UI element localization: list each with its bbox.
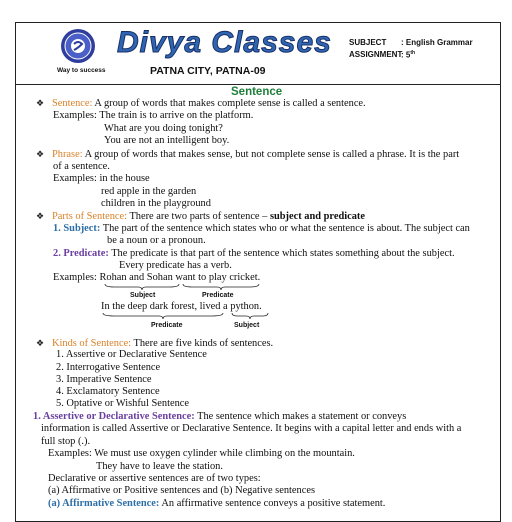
subject-brace-2-icon bbox=[231, 312, 269, 320]
brand-address: PATNA CITY, PATNA-09 bbox=[150, 65, 266, 77]
predicate-label: Predicate bbox=[202, 292, 234, 299]
affirmative-definition: (a) Affirmative Sentence: An affirmative sentence conveys a positive statement. bbox=[48, 498, 386, 509]
predicate-brace-2-icon bbox=[102, 312, 224, 320]
kinds-list-item: 2. Interrogative Sentence bbox=[56, 362, 161, 373]
kinds-list-item: 4. Exclamatory Sentence bbox=[56, 386, 160, 397]
subject-label: SUBJECT bbox=[349, 38, 387, 47]
brand-name: Divya Classes bbox=[117, 26, 332, 59]
kinds-list-item: 3. Imperative Sentence bbox=[56, 374, 152, 385]
assertive-types: Declarative or assertive sentences are of two types: bbox=[48, 473, 261, 484]
subject-value: : English Grammar bbox=[401, 38, 473, 47]
phrase-example-3: children in the playground bbox=[101, 198, 211, 209]
parts-definition: ❖ Parts of Sentence: There are two parts of sentence – subject and predicate bbox=[36, 211, 366, 222]
header-divider bbox=[16, 84, 501, 85]
parts-example-1: Examples: Rohan and Sohan want to play cricket. bbox=[53, 272, 261, 283]
phrase-example-2: red apple in the garden bbox=[101, 186, 197, 197]
kinds-list-item: 1. Assertive or Declarative Sentence bbox=[56, 349, 207, 360]
sentence-example-3: You are not an intelligent boy. bbox=[104, 135, 230, 146]
assertive-types-list: (a) Affirmative or Positive sentences and (b) Negative sentences bbox=[48, 485, 315, 496]
diamond-bullet-icon: ❖ bbox=[36, 338, 45, 348]
subject-label-2: Subject bbox=[234, 322, 260, 329]
assignment-value: : 5th bbox=[401, 50, 416, 60]
predicate-definition: 2. Predicate: The predicate is that part of the sentence which states something about the subject. bbox=[53, 248, 455, 259]
diamond-bullet-icon: ❖ bbox=[36, 149, 45, 159]
assertive-definition-cont-2: full stop (.). bbox=[41, 436, 91, 447]
subject-definition: 1. Subject: The part of the sentence which states who or what the sentence is about. The subject can bbox=[53, 223, 470, 234]
kinds-list-item: 5. Optative or Wishful Sentence bbox=[56, 398, 189, 409]
phrase-definition-cont: of a sentence. bbox=[53, 161, 110, 172]
predicate-brace-icon bbox=[182, 283, 260, 291]
phrase-definition: ❖ Phrase: A group of words that makes sense, but not complete sense is called a phrase. It is the part bbox=[36, 149, 460, 160]
page-title: Sentence bbox=[231, 86, 283, 98]
logo-caption: Way to success bbox=[57, 67, 106, 74]
logo-emblem-icon bbox=[60, 28, 96, 64]
assertive-definition-cont-1: information is called Assertive or Declarative Sentence. It begins with a capital letter and ends with a bbox=[41, 423, 462, 434]
sentence-example-1: Examples: The train is to arrive on the platform. bbox=[53, 110, 254, 121]
predicate-label-2: Predicate bbox=[151, 322, 183, 329]
sentence-definition: ❖ Sentence: A group of words that makes complete sense is called a sentence. bbox=[36, 98, 366, 109]
subject-label: Subject bbox=[130, 292, 156, 299]
logo bbox=[60, 28, 96, 64]
assignment-label: ASSIGNMENT bbox=[349, 50, 403, 59]
sentence-example-2: What are you doing tonight? bbox=[104, 123, 223, 134]
kinds-definition: ❖ Kinds of Sentence: There are five kinds of sentences. bbox=[36, 338, 274, 349]
subject-brace-icon bbox=[104, 283, 180, 291]
subject-definition-cont: be a noun or a pronoun. bbox=[107, 235, 206, 246]
assertive-definition: 1. Assertive or Declarative Sentence: The sentence which makes a statement or conveys bbox=[33, 411, 407, 422]
assertive-example-1: Examples: We must use oxygen cylinder while climbing on the mountain. bbox=[48, 448, 355, 459]
diamond-bullet-icon: ❖ bbox=[36, 211, 45, 221]
predicate-note: Every predicate has a verb. bbox=[119, 260, 232, 271]
diamond-bullet-icon: ❖ bbox=[36, 98, 45, 108]
parts-example-2: In the deep dark forest, lived a python. bbox=[101, 301, 262, 312]
assertive-example-2: They have to leave the station. bbox=[96, 461, 223, 472]
phrase-example-1: Examples: in the house bbox=[53, 173, 150, 184]
